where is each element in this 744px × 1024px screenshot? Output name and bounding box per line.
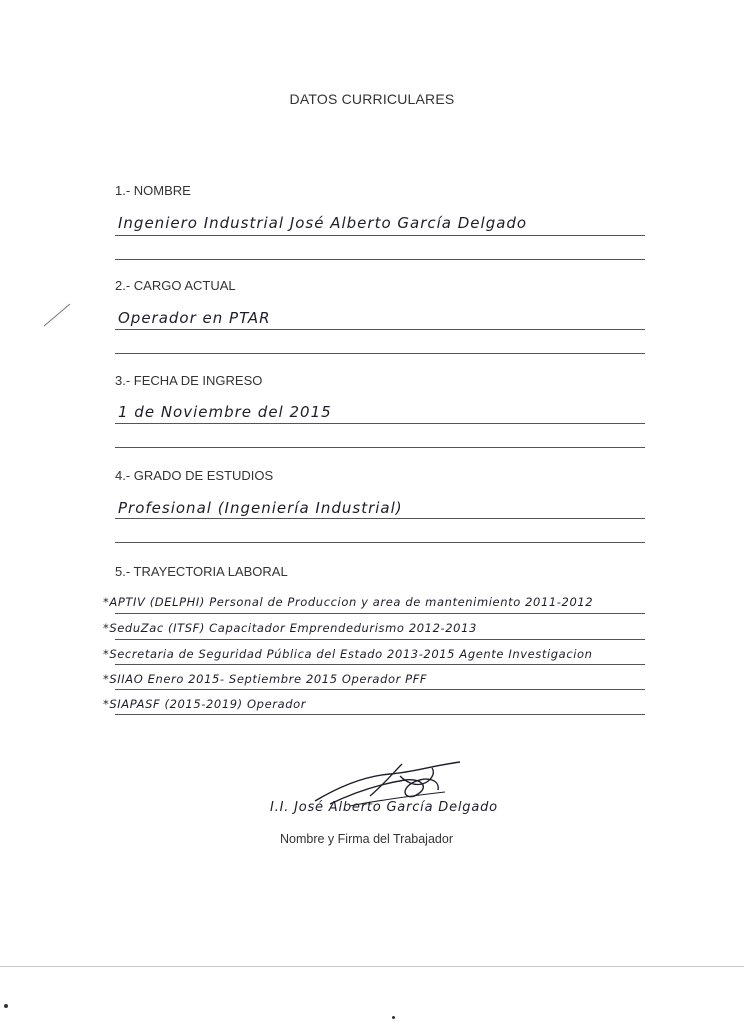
field-label-cargo: 2.- CARGO ACTUAL bbox=[115, 278, 236, 293]
signature-caption: Nombre y Firma del Trabajador bbox=[280, 832, 453, 846]
field-line bbox=[115, 235, 645, 236]
field-value-fecha: 1 de Noviembre del 2015 bbox=[118, 403, 332, 421]
field-line bbox=[115, 664, 645, 665]
document-title: DATOS CURRICULARES bbox=[289, 91, 455, 107]
field-label-estudios: 4.- GRADO DE ESTUDIOS bbox=[115, 468, 274, 483]
trayectoria-entry: *SeduZac (ITSF) Capacitador Emprendedurismo 2012-2013 bbox=[103, 621, 477, 635]
scan-speck bbox=[392, 1016, 395, 1019]
field-value-cargo: Operador en PTAR bbox=[118, 309, 271, 327]
scan-edge-line bbox=[0, 966, 744, 967]
field-line bbox=[115, 714, 645, 715]
field-label-fecha: 3.- FECHA DE INGRESO bbox=[115, 373, 263, 388]
field-label-trayectoria: 5.- TRAYECTORIA LABORAL bbox=[115, 564, 288, 579]
field-line bbox=[115, 689, 645, 690]
scan-speck bbox=[4, 1004, 8, 1008]
field-line bbox=[115, 613, 645, 614]
field-line bbox=[115, 423, 645, 424]
field-line bbox=[115, 353, 645, 354]
trayectoria-entry: *APTIV (DELPHI) Personal de Produccion y area de mantenimiento 2011-2012 bbox=[103, 595, 594, 609]
field-line bbox=[115, 639, 645, 640]
signature-name: I.I. José Alberto García Delgado bbox=[270, 800, 498, 815]
field-value-nombre: Ingeniero Industrial José Alberto García Delgado bbox=[118, 214, 528, 232]
trayectoria-entry: *SIAPASF (2015-2019) Operador bbox=[103, 697, 307, 711]
stray-mark-icon bbox=[42, 300, 72, 330]
field-line bbox=[115, 447, 645, 448]
field-line bbox=[115, 518, 645, 519]
field-line bbox=[115, 259, 645, 260]
field-value-estudios: Profesional (Ingeniería Industrial) bbox=[118, 499, 403, 517]
field-line bbox=[115, 542, 645, 543]
trayectoria-entry: *Secretaria de Seguridad Pública del Estado 2013-2015 Agente Investigacion bbox=[103, 647, 593, 661]
trayectoria-entry: *SIIAO Enero 2015- Septiembre 2015 Operador PFF bbox=[103, 672, 428, 686]
field-line bbox=[115, 329, 645, 330]
field-label-nombre: 1.- NOMBRE bbox=[115, 183, 191, 198]
